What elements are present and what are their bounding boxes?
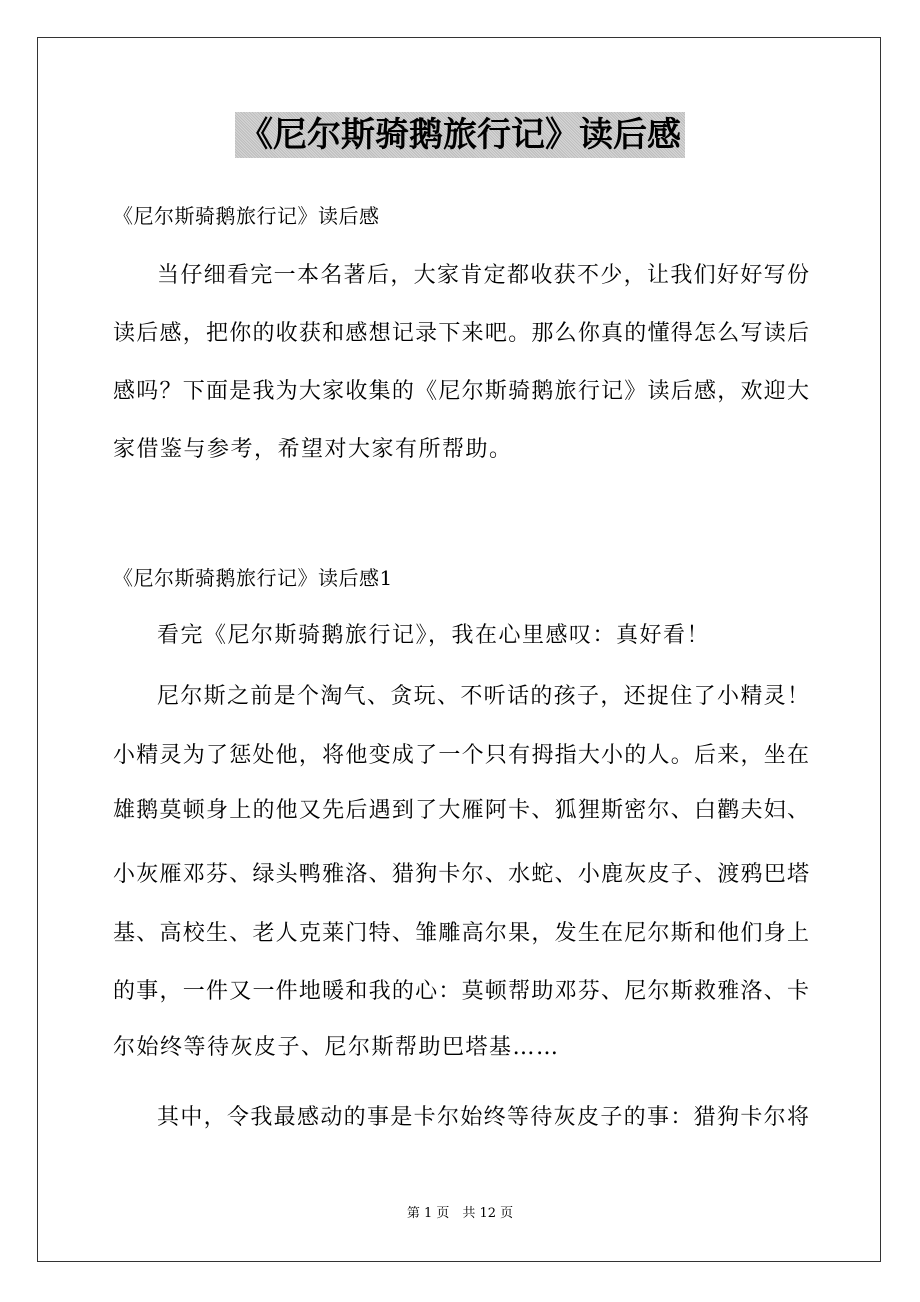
paragraph-line: 的事，一件又一件地暖和我的心：莫顿帮助邓芬、尼尔斯救雅洛、卡	[113, 979, 809, 1004]
title-block	[0, 112, 920, 158]
intro-line: 家借鉴与参考，希望对大家有所帮助。	[113, 437, 513, 462]
paragraph-line: 小精灵为了惩处他，将他变成了一个只有拇指大小的人。后来，坐在	[113, 743, 809, 768]
intro-line: 当仔细看完一本名著后，大家肯定都收获不少，让我们好好写份	[157, 263, 809, 288]
section-heading: 《尼尔斯骑鹅旅行记》读后感1	[113, 566, 393, 590]
page-number: 第 1 页 共 12 页	[406, 1206, 514, 1221]
paragraph-line: 尼尔斯之前是个淘气、贪玩、不听话的孩子，还捉住了小精灵！	[157, 684, 809, 709]
page-footer	[0, 1205, 920, 1223]
paragraph-line: 看完《尼尔斯骑鹅旅行记》，我在心里感叹：真好看！	[157, 623, 711, 648]
intro-line: 感吗？下面是我为大家收集的《尼尔斯骑鹅旅行记》读后感，欢迎大	[113, 379, 809, 404]
intro-line: 读后感，把你的收获和感想记录下来吧。那么你真的懂得怎么写读后	[113, 321, 809, 346]
paragraph-line: 雄鹅莫顿身上的他又先后遇到了大雁阿卡、狐狸斯密尔、白鹳夫妇、	[113, 798, 809, 823]
paragraph-line: 小灰雁邓芬、绿头鸭雅洛、猎狗卡尔、水蛇、小鹿灰皮子、渡鸦巴塔	[113, 862, 809, 887]
paragraph-line: 尔始终等待灰皮子、尼尔斯帮助巴塔基……	[113, 1035, 560, 1060]
paragraph-line: 其中，令我最感动的事是卡尔始终等待灰皮子的事：猎狗卡尔将	[157, 1105, 809, 1130]
paragraph-line: 基、高校生、老人克莱门特、雏雕高尔果，发生在尼尔斯和他们身上	[113, 921, 809, 946]
document-title: 《尼尔斯骑鹅旅行记》读后感	[235, 112, 685, 158]
document-subtitle: 《尼尔斯骑鹅旅行记》读后感	[113, 204, 380, 228]
